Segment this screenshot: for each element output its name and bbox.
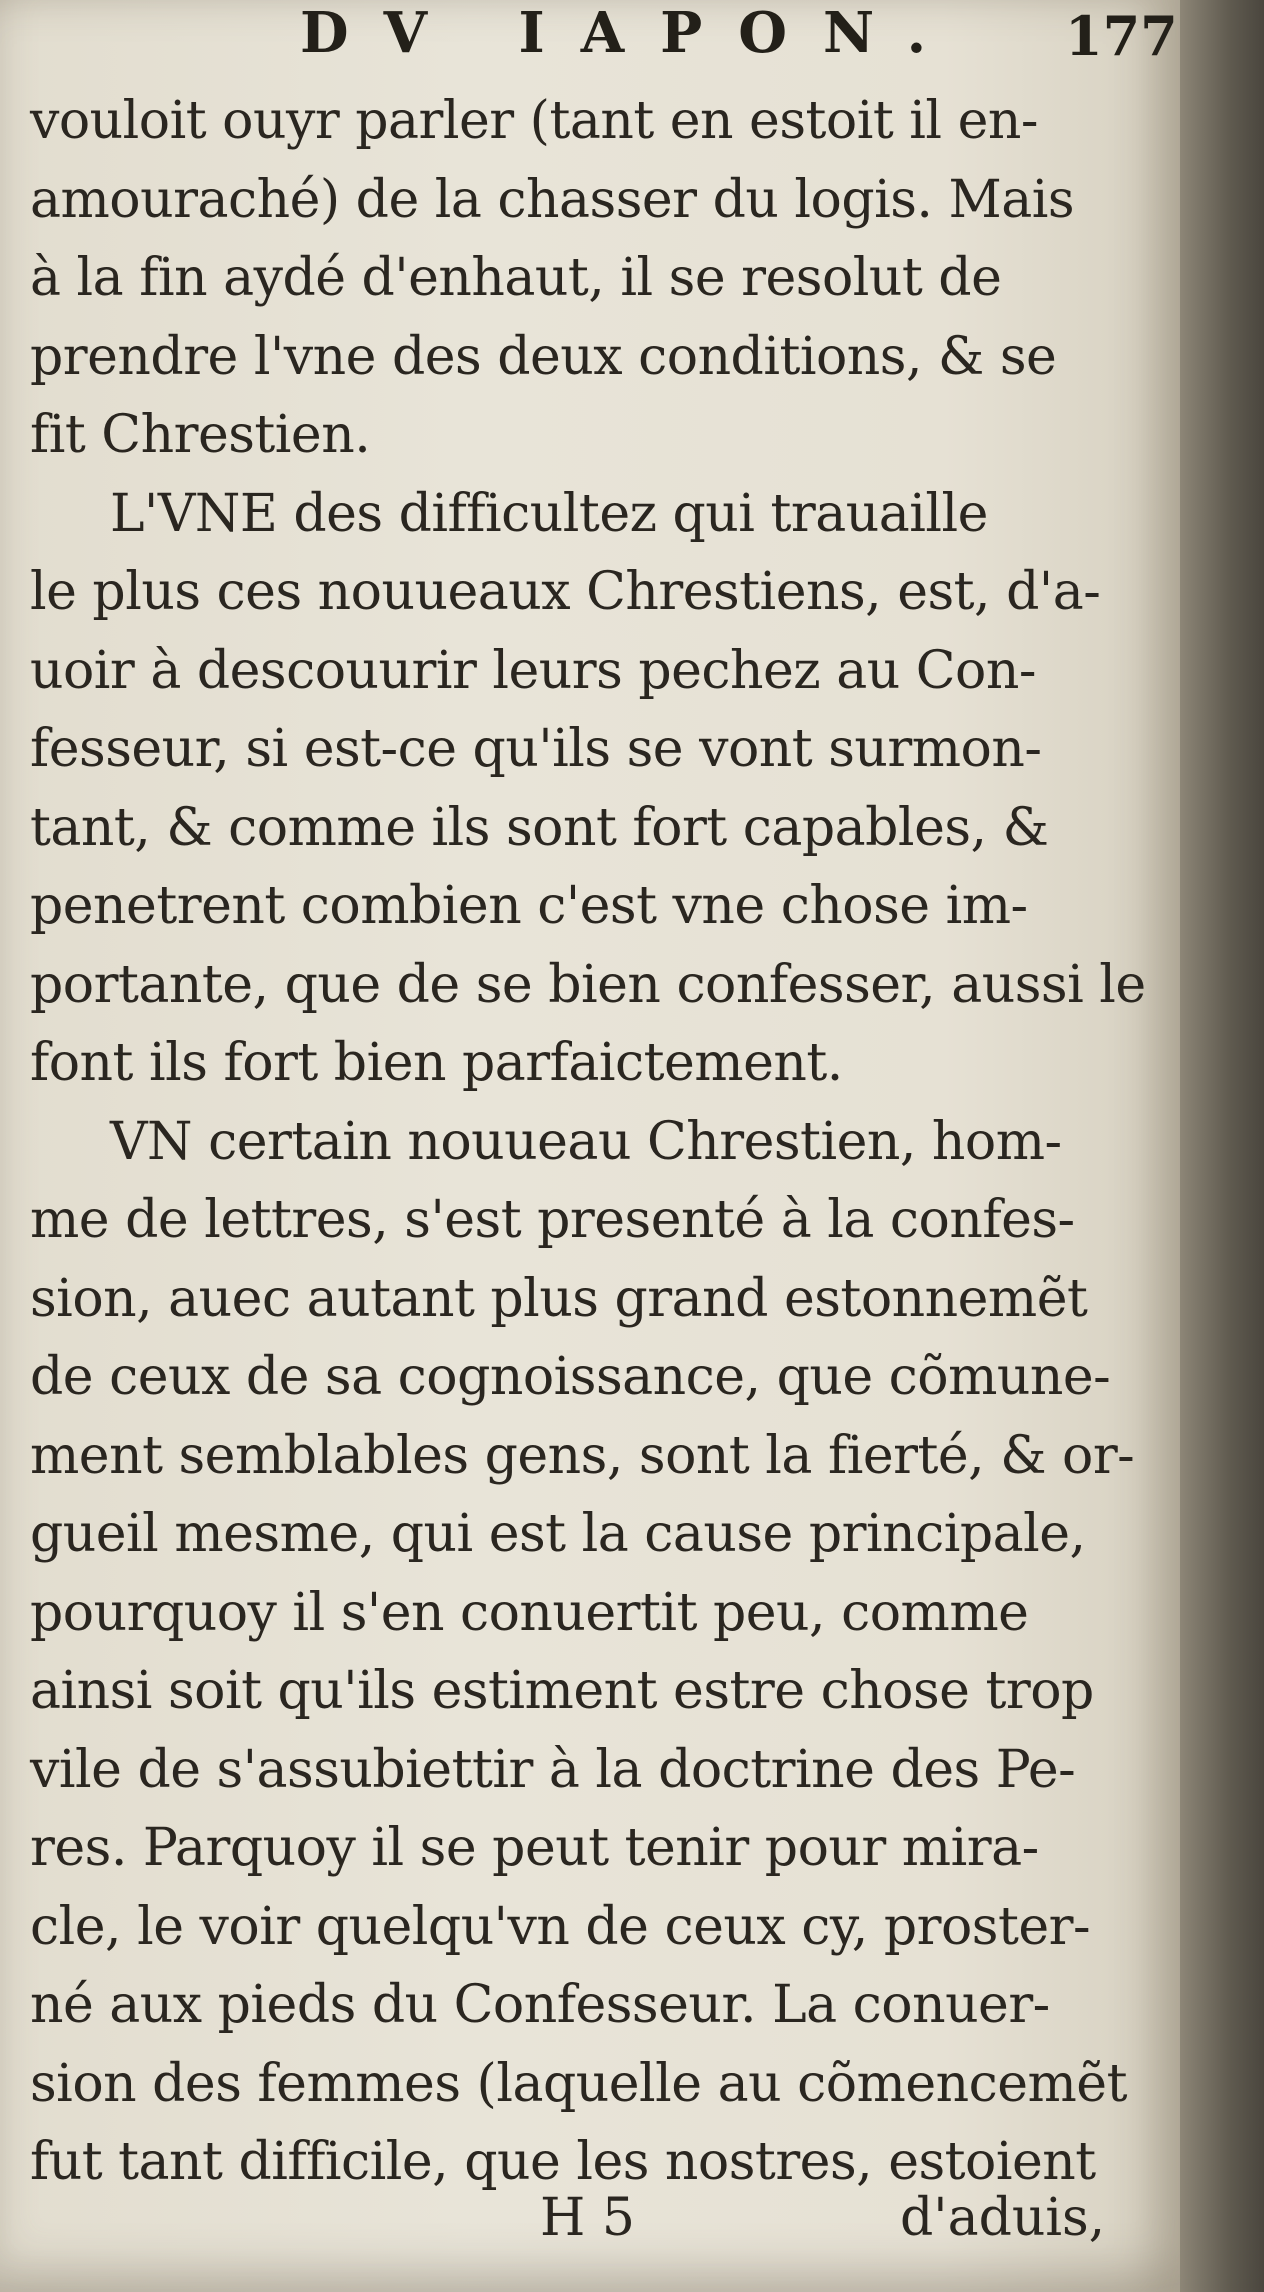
text-line: le plus ces nouueaux Chrestiens, est, d'a- [30, 562, 1101, 622]
body-text [30, 82, 1170, 2202]
text-line: sion des femmes (laquelle au cõmencemẽt [30, 2053, 1127, 2114]
text-line: fut tant difficile, que les nostres, estoient [30, 2132, 1096, 2192]
catchword: d'aduis, [900, 2188, 1106, 2248]
page-edge-shadow [1180, 0, 1264, 2292]
text-line: vile de s'assubiettir à la doctrine des Pe- [30, 1739, 1076, 1800]
text-line: sion, auec autant plus grand estonnemẽt [30, 1268, 1088, 1329]
text-line: VN certain nouueau Chrestien, hom- [110, 1111, 1062, 1172]
text-line: amouraché) de la chasser du logis. Mais [30, 169, 1075, 230]
text-line: fit Chrestien. [30, 405, 371, 465]
text-line: prendre l'vne des deux conditions, & se [30, 326, 1057, 387]
text-line: à la fin aydé d'enhaut, il se resolut de [30, 248, 1002, 308]
text-line: res. Parquoy il se peut tenir pour mira- [30, 1818, 1039, 1878]
text-line: né aux pieds du Confesseur. La conuer- [30, 1975, 1050, 2035]
text-line: ment semblables gens, sont la fierté, & or- [30, 1425, 1135, 1486]
page-number: 177 [1065, 4, 1178, 68]
text-line: de ceux de sa cognoissance, que cõmune- [30, 1347, 1111, 1407]
text-line: cle, le voir quelqu'vn de ceux cy, proster- [30, 1896, 1091, 1957]
text-line: tant, & comme ils sont fort capables, & [30, 797, 1049, 858]
text-line: font ils fort bien parfaictement. [30, 1033, 843, 1093]
text-line: portante, que de se bien confesser, aussi le [30, 954, 1146, 1015]
text-line: pourquoy il s'en conuertit peu, comme [30, 1582, 1029, 1643]
text-line: me de lettres, s'est presenté à la confes- [30, 1190, 1075, 1250]
page-header [0, 0, 1180, 70]
text-line: L'VNE des difficultez qui trauaille [110, 483, 988, 544]
text-line: uoir à descouurir leurs pechez au Con- [30, 640, 1036, 701]
page-footer [0, 2188, 1180, 2268]
signature-mark: H 5 [540, 2188, 635, 2248]
text-line: fesseur, si est-ce qu'ils se vont surmon- [30, 719, 1042, 779]
text-line: gueil mesme, qui est la cause principale, [30, 1504, 1086, 1564]
running-head: DV IAPON. [300, 0, 963, 66]
text-line: ainsi soit qu'ils estiment estre chose trop [30, 1661, 1094, 1721]
text-line: penetrent combien c'est vne chose im- [30, 876, 1028, 936]
text-line: vouloit ouyr parler (tant en estoit il en- [30, 91, 1038, 151]
